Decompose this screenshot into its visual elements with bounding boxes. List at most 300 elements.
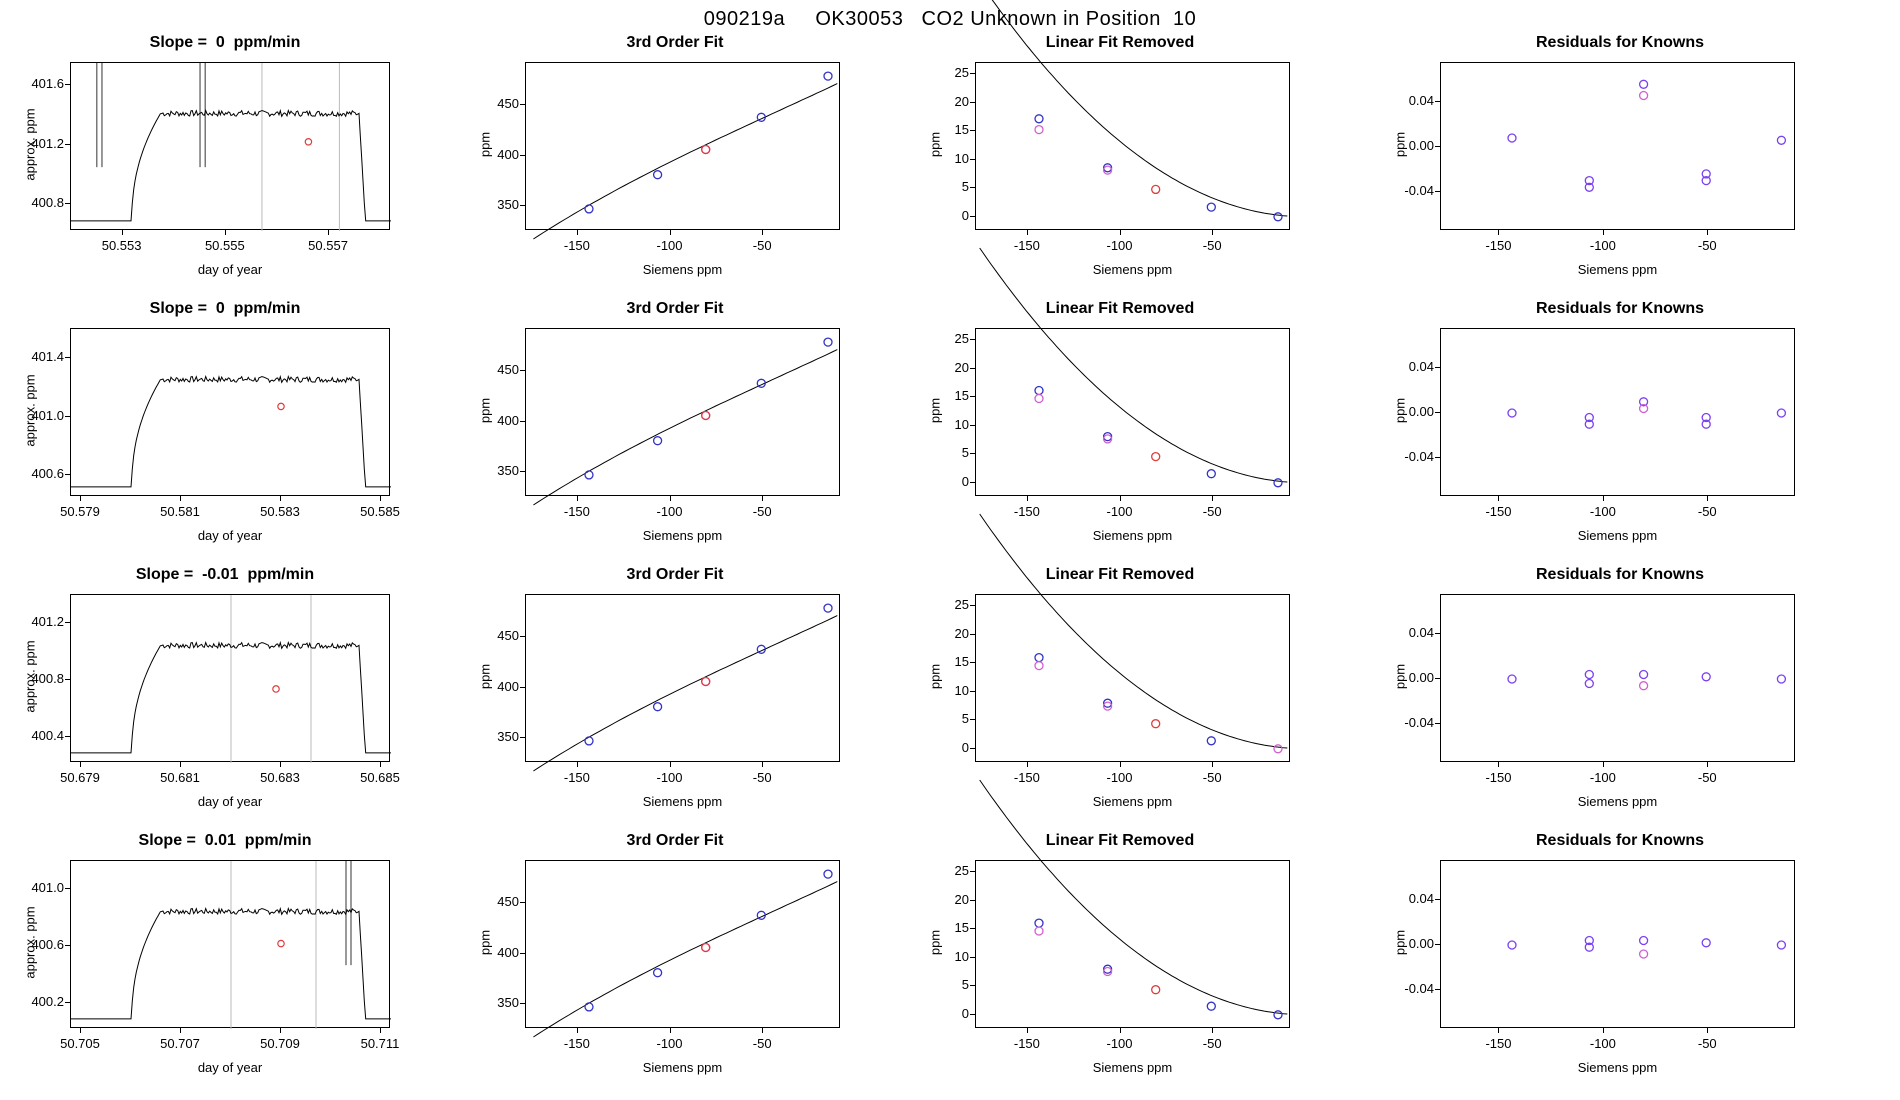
y-tick-mark: [65, 416, 70, 417]
plot-area: [70, 62, 390, 230]
x-tick-label: 50.579: [60, 504, 100, 519]
x-tick-mark: [762, 230, 763, 235]
y-tick-mark: [520, 104, 525, 105]
y-tick-label: 20: [954, 625, 969, 641]
y-tick-mark: [65, 888, 70, 889]
x-tick-label: -100: [1106, 238, 1133, 253]
y-tick-label: 400: [497, 146, 519, 162]
x-tick-mark: [670, 496, 671, 501]
y-tick-label: 450: [497, 894, 519, 910]
plot-canvas: [71, 63, 391, 231]
y-tick-label: 20: [954, 359, 969, 375]
y-tick-label: 400.4: [31, 728, 64, 744]
x-tick-label: -50: [1697, 1036, 1717, 1051]
panel-row4-linear_removed: [900, 832, 1340, 1098]
x-tick-mark: [328, 230, 329, 235]
y-tick-mark: [1435, 944, 1440, 945]
y-tick-mark: [970, 187, 975, 188]
y-tick-label: 401.6: [31, 76, 64, 92]
x-tick-mark: [1120, 496, 1121, 501]
y-tick-label: 400: [497, 944, 519, 960]
x-tick-label: 50.585: [360, 504, 400, 519]
x-tick-label: -50: [1697, 238, 1717, 253]
panel-row1-residuals: [1340, 34, 1900, 300]
y-tick-label: 350: [497, 462, 519, 478]
x-tick-label: -100: [656, 504, 683, 519]
y-axis-label: approx. ppm: [22, 108, 38, 181]
y-tick-label: 450: [497, 362, 519, 378]
y-tick-label: 15: [954, 122, 969, 138]
panel-row2-linear_removed: [900, 300, 1340, 566]
plot-area: [70, 860, 390, 1028]
y-axis-label: ppm: [927, 397, 943, 424]
y-tick-mark: [520, 1003, 525, 1004]
panel-title: 3rd Order Fit: [626, 832, 724, 849]
y-tick-mark: [1435, 723, 1440, 724]
plot-canvas: [976, 595, 1291, 763]
panel-title: 3rd Order Fit: [626, 34, 724, 51]
plot-canvas: [526, 329, 841, 497]
y-tick-mark: [970, 453, 975, 454]
x-axis-label: Siemens ppm: [1577, 1060, 1658, 1075]
y-tick-mark: [65, 84, 70, 85]
y-axis-label: ppm: [927, 663, 943, 690]
x-tick-mark: [670, 762, 671, 767]
x-tick-mark: [577, 230, 578, 235]
y-tick-label: 0.04: [1408, 93, 1434, 109]
panel-row3-fit: [450, 566, 900, 832]
y-tick-mark: [65, 144, 70, 145]
y-tick-mark: [970, 159, 975, 160]
x-tick-label: -150: [1485, 1036, 1512, 1051]
y-tick-label: 0.04: [1408, 891, 1434, 907]
plot-canvas: [1441, 63, 1796, 231]
y-tick-label: 400.2: [31, 994, 64, 1010]
panel-title: 3rd Order Fit: [626, 300, 724, 317]
y-tick-label: 450: [497, 96, 519, 112]
panel-title: Slope = 0 ppm/min: [149, 34, 301, 51]
x-tick-mark: [180, 1028, 181, 1033]
x-tick-mark: [380, 762, 381, 767]
x-tick-mark: [577, 1028, 578, 1033]
x-tick-mark: [1707, 762, 1708, 767]
plot-grid: [0, 34, 1900, 1100]
x-tick-mark: [180, 762, 181, 767]
plot-area: [1440, 328, 1795, 496]
x-tick-mark: [1212, 496, 1213, 501]
y-tick-mark: [1435, 633, 1440, 634]
x-tick-mark: [280, 496, 281, 501]
y-tick-label: 25: [954, 597, 969, 613]
y-tick-mark: [65, 679, 70, 680]
x-tick-label: 50.557: [308, 238, 348, 253]
plot-canvas: [71, 595, 391, 763]
x-tick-label: -50: [1697, 770, 1717, 785]
x-tick-label: -50: [1202, 1036, 1222, 1051]
plot-area: [70, 328, 390, 496]
plot-area: [975, 62, 1290, 230]
panel-title: Residuals for Knowns: [1535, 832, 1705, 849]
x-tick-label: -100: [1106, 770, 1133, 785]
x-tick-label: -50: [1202, 504, 1222, 519]
plot-canvas: [71, 329, 391, 497]
y-tick-label: 0.00: [1408, 138, 1434, 153]
x-tick-label: -150: [563, 504, 590, 519]
y-tick-mark: [970, 957, 975, 958]
plot-area: [975, 328, 1290, 496]
y-tick-mark: [1435, 678, 1440, 679]
y-tick-mark: [970, 900, 975, 901]
y-tick-label: -0.04: [1404, 448, 1434, 464]
y-axis-label: ppm: [1392, 929, 1408, 956]
x-tick-label: 50.581: [160, 504, 200, 519]
y-tick-label: 5: [961, 711, 969, 727]
x-tick-mark: [1027, 230, 1028, 235]
y-tick-mark: [970, 216, 975, 217]
x-axis-label: Siemens ppm: [1577, 528, 1658, 543]
y-tick-mark: [65, 1002, 70, 1003]
panel-title: Slope = 0 ppm/min: [149, 300, 301, 317]
y-tick-label: 25: [954, 65, 969, 81]
y-axis-label: ppm: [1392, 131, 1408, 158]
y-tick-label: 0.04: [1408, 625, 1434, 641]
x-axis-label: Siemens ppm: [642, 262, 723, 277]
x-tick-mark: [762, 762, 763, 767]
y-axis-label: ppm: [1392, 663, 1408, 690]
x-axis-label: Siemens ppm: [642, 794, 723, 809]
x-tick-label: -150: [1013, 1036, 1040, 1051]
y-tick-label: 0.00: [1408, 936, 1434, 951]
x-tick-label: 50.709: [260, 1036, 300, 1051]
x-tick-label: -150: [1013, 770, 1040, 785]
y-tick-label: 0: [961, 1005, 969, 1021]
y-tick-mark: [65, 357, 70, 358]
y-tick-mark: [1435, 989, 1440, 990]
x-tick-mark: [1120, 762, 1121, 767]
x-tick-label: -100: [1589, 504, 1616, 519]
y-tick-mark: [65, 736, 70, 737]
y-tick-label: 0.00: [1408, 404, 1434, 419]
x-tick-mark: [1120, 1028, 1121, 1033]
y-tick-label: 5: [961, 179, 969, 195]
plot-area: [525, 594, 840, 762]
plot-canvas: [1441, 595, 1796, 763]
y-tick-mark: [520, 471, 525, 472]
x-tick-mark: [1603, 230, 1604, 235]
y-tick-label: 401.0: [31, 880, 64, 896]
x-axis-label: Siemens ppm: [1092, 1060, 1173, 1075]
y-tick-mark: [65, 474, 70, 475]
x-tick-label: -50: [752, 1036, 772, 1051]
x-tick-mark: [670, 1028, 671, 1033]
y-tick-label: 5: [961, 445, 969, 461]
x-axis-label: Siemens ppm: [1092, 262, 1173, 277]
y-tick-label: 400: [497, 678, 519, 694]
x-tick-label: -150: [563, 1036, 590, 1051]
x-tick-label: 50.681: [160, 770, 200, 785]
panel-title: Residuals for Knowns: [1535, 566, 1705, 583]
y-tick-mark: [520, 205, 525, 206]
y-tick-label: 401.0: [31, 407, 64, 423]
plot-area: [525, 328, 840, 496]
x-tick-mark: [1027, 1028, 1028, 1033]
y-axis-label: ppm: [477, 663, 493, 690]
x-tick-label: -100: [1589, 770, 1616, 785]
panel-row3-residuals: [1340, 566, 1900, 832]
panel-title: Slope = -0.01 ppm/min: [135, 566, 315, 583]
y-tick-label: 5: [961, 977, 969, 993]
y-tick-mark: [520, 421, 525, 422]
x-tick-mark: [1027, 496, 1028, 501]
x-tick-label: -150: [563, 238, 590, 253]
y-tick-mark: [65, 203, 70, 204]
x-axis-label: Siemens ppm: [1577, 794, 1658, 809]
y-axis-label: ppm: [477, 131, 493, 158]
x-tick-label: -150: [1013, 504, 1040, 519]
panel-row4-fit: [450, 832, 900, 1098]
y-tick-label: 25: [954, 863, 969, 879]
y-tick-mark: [970, 339, 975, 340]
plot-area: [975, 860, 1290, 1028]
x-tick-mark: [380, 496, 381, 501]
y-tick-mark: [970, 425, 975, 426]
panel-title: Linear Fit Removed: [1045, 34, 1195, 51]
panel-row2-fit: [450, 300, 900, 566]
y-tick-label: 0.00: [1408, 670, 1434, 685]
x-tick-label: -100: [656, 238, 683, 253]
x-axis-label: Siemens ppm: [1092, 794, 1173, 809]
x-axis-label: Siemens ppm: [1092, 528, 1173, 543]
x-tick-mark: [1498, 496, 1499, 501]
x-tick-mark: [1027, 762, 1028, 767]
y-tick-mark: [520, 370, 525, 371]
x-tick-label: 50.711: [360, 1036, 400, 1051]
y-tick-label: 401.2: [31, 614, 64, 630]
y-tick-label: 400: [497, 412, 519, 428]
y-tick-label: 10: [954, 948, 969, 964]
panel-row1-timeseries: [0, 34, 450, 300]
y-axis-label: ppm: [477, 397, 493, 424]
plot-canvas: [976, 861, 1291, 1029]
y-tick-label: 400.8: [31, 671, 64, 687]
x-tick-label: 50.553: [101, 238, 142, 253]
y-axis-label: ppm: [1392, 397, 1408, 424]
x-axis-label: Siemens ppm: [642, 528, 723, 543]
panel-row1-linear_removed: [900, 34, 1340, 300]
y-tick-mark: [970, 748, 975, 749]
x-axis-label: Siemens ppm: [642, 1060, 723, 1075]
y-tick-mark: [970, 634, 975, 635]
x-tick-mark: [1212, 1028, 1213, 1033]
plot-area: [1440, 62, 1795, 230]
y-tick-mark: [970, 1014, 975, 1015]
panel-row2-residuals: [1340, 300, 1900, 566]
y-tick-label: 10: [954, 682, 969, 698]
x-tick-label: -50: [752, 238, 772, 253]
x-tick-mark: [1498, 762, 1499, 767]
panel-title: Linear Fit Removed: [1045, 832, 1195, 849]
plot-canvas: [1441, 329, 1796, 497]
x-tick-label: 50.555: [204, 238, 245, 253]
y-tick-label: 20: [954, 891, 969, 907]
y-tick-label: 10: [954, 416, 969, 432]
x-tick-label: 50.683: [260, 770, 300, 785]
plot-canvas: [976, 329, 1291, 497]
x-tick-mark: [670, 230, 671, 235]
x-axis-label: day of year: [197, 528, 263, 543]
y-tick-label: 15: [954, 654, 969, 670]
y-axis-label: approx. ppm: [22, 906, 38, 979]
x-tick-label: -100: [1106, 1036, 1133, 1051]
y-tick-mark: [520, 902, 525, 903]
plot-area: [1440, 860, 1795, 1028]
y-tick-mark: [970, 719, 975, 720]
x-tick-label: -50: [752, 770, 772, 785]
y-tick-mark: [970, 928, 975, 929]
plot-canvas: [976, 63, 1291, 231]
y-tick-mark: [1435, 899, 1440, 900]
y-axis-label: approx. ppm: [22, 640, 38, 713]
panel-title: Linear Fit Removed: [1045, 300, 1195, 317]
y-tick-mark: [970, 396, 975, 397]
x-tick-label: -100: [1589, 238, 1616, 253]
y-axis-label: ppm: [927, 131, 943, 158]
y-tick-mark: [970, 662, 975, 663]
y-tick-label: 0: [961, 473, 969, 489]
y-tick-label: 0: [961, 739, 969, 755]
y-tick-mark: [1435, 457, 1440, 458]
x-tick-label: 50.583: [260, 504, 300, 519]
x-tick-mark: [1212, 762, 1213, 767]
x-tick-label: -50: [1202, 238, 1222, 253]
y-tick-mark: [970, 368, 975, 369]
y-tick-label: 401.2: [31, 135, 64, 151]
x-tick-label: 50.679: [60, 770, 100, 785]
x-tick-mark: [1212, 230, 1213, 235]
x-tick-mark: [1603, 1028, 1604, 1033]
x-axis-label: day of year: [197, 794, 263, 809]
y-tick-mark: [1435, 101, 1440, 102]
y-axis-label: ppm: [927, 929, 943, 956]
plot-canvas: [71, 861, 391, 1029]
y-tick-mark: [970, 482, 975, 483]
x-tick-mark: [1498, 1028, 1499, 1033]
y-tick-mark: [970, 73, 975, 74]
x-tick-mark: [762, 496, 763, 501]
x-tick-label: -150: [1485, 238, 1512, 253]
x-tick-mark: [1707, 230, 1708, 235]
y-tick-mark: [1435, 412, 1440, 413]
panel-title: 3rd Order Fit: [626, 566, 724, 583]
x-tick-mark: [180, 496, 181, 501]
y-tick-mark: [65, 622, 70, 623]
y-axis-label: ppm: [477, 929, 493, 956]
y-tick-mark: [1435, 191, 1440, 192]
y-tick-label: 450: [497, 628, 519, 644]
plot-canvas: [526, 595, 841, 763]
plot-area: [1440, 594, 1795, 762]
x-tick-mark: [280, 1028, 281, 1033]
x-tick-label: -150: [1485, 504, 1512, 519]
x-tick-mark: [225, 230, 226, 235]
x-tick-label: 50.705: [60, 1036, 100, 1051]
x-tick-label: -150: [1013, 238, 1040, 253]
x-tick-mark: [577, 762, 578, 767]
y-tick-mark: [970, 691, 975, 692]
x-tick-mark: [1120, 230, 1121, 235]
panel-row1-fit: [450, 34, 900, 300]
x-tick-label: -50: [1202, 770, 1222, 785]
x-tick-mark: [80, 762, 81, 767]
x-tick-label: 50.685: [360, 770, 400, 785]
x-tick-label: -150: [1485, 770, 1512, 785]
x-tick-mark: [280, 762, 281, 767]
y-axis-label: approx. ppm: [22, 374, 38, 447]
x-tick-label: -100: [656, 1036, 683, 1051]
x-axis-label: day of year: [197, 1060, 263, 1075]
y-tick-mark: [970, 102, 975, 103]
y-tick-label: 400.6: [31, 466, 64, 482]
y-tick-mark: [970, 871, 975, 872]
y-tick-label: -0.04: [1404, 714, 1434, 730]
x-tick-mark: [1498, 230, 1499, 235]
page-title: 090219a OK30053 CO2 Unknown in Position 10: [703, 8, 1197, 30]
x-tick-label: -100: [656, 770, 683, 785]
y-tick-label: 20: [954, 93, 969, 109]
x-tick-mark: [1603, 762, 1604, 767]
plot-area: [525, 62, 840, 230]
x-tick-mark: [380, 1028, 381, 1033]
y-tick-mark: [520, 636, 525, 637]
y-tick-mark: [970, 605, 975, 606]
x-tick-mark: [80, 1028, 81, 1033]
y-tick-label: 350: [497, 994, 519, 1010]
y-tick-mark: [65, 945, 70, 946]
panel-title: Residuals for Knowns: [1535, 34, 1705, 51]
x-tick-mark: [1707, 496, 1708, 501]
x-tick-mark: [122, 230, 123, 235]
plot-area: [70, 594, 390, 762]
panel-title: Slope = 0.01 ppm/min: [138, 832, 312, 849]
plot-canvas: [1441, 861, 1796, 1029]
y-tick-mark: [1435, 146, 1440, 147]
y-tick-label: 401.4: [31, 349, 64, 365]
y-tick-label: 0: [961, 207, 969, 223]
x-tick-label: 50.707: [160, 1036, 200, 1051]
y-tick-mark: [970, 985, 975, 986]
panel-title: Linear Fit Removed: [1045, 566, 1195, 583]
x-axis-label: Siemens ppm: [1577, 262, 1658, 277]
panel-row2-timeseries: [0, 300, 450, 566]
y-tick-label: 400.8: [31, 195, 64, 211]
y-tick-label: -0.04: [1404, 980, 1434, 996]
plot-canvas: [526, 63, 841, 231]
y-tick-mark: [520, 687, 525, 688]
panel-title: Residuals for Knowns: [1535, 300, 1705, 317]
panel-row4-residuals: [1340, 832, 1900, 1098]
x-tick-mark: [762, 1028, 763, 1033]
plot-area: [975, 594, 1290, 762]
plot-canvas: [526, 861, 841, 1029]
panel-row3-linear_removed: [900, 566, 1340, 832]
x-tick-mark: [80, 496, 81, 501]
panel-row3-timeseries: [0, 566, 450, 832]
x-tick-label: -150: [563, 770, 590, 785]
plot-area: [525, 860, 840, 1028]
y-tick-mark: [520, 737, 525, 738]
x-tick-mark: [1603, 496, 1604, 501]
y-tick-mark: [520, 953, 525, 954]
